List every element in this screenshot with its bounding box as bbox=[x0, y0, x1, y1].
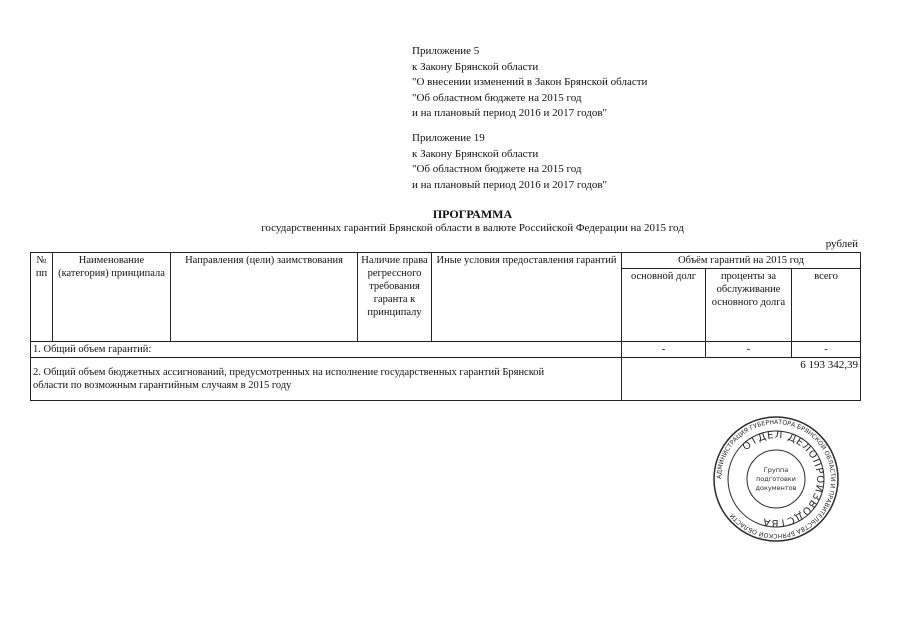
seal-center-line: подготовки bbox=[756, 475, 796, 483]
seal-outer-textpath: АДМИНИСТРАЦИЯ ГУБЕРНАТОРА БРЯНСКОЙ ОБЛАСТИ И ПРАВИТЕЛЬСТВА БРЯНСКОЙ ОБЛАСТИ bbox=[715, 418, 837, 540]
guarantees-table bbox=[30, 252, 861, 401]
row1-total: - bbox=[792, 342, 861, 358]
appendix-19-block bbox=[412, 131, 607, 193]
document-subtitle: государственных гарантий Брянской области в валюте Российской Федерации на 2015 год bbox=[261, 222, 684, 234]
row2-label: 2. Общий объем бюджетных ассигнований, предусмотренных на исполнение государственных гарантий Брянской области по возможным гарантийным случаям в 2015 году bbox=[31, 358, 622, 401]
seal-center-line: документов bbox=[755, 484, 797, 492]
header-other: Иные условия предоставления гарантий bbox=[432, 253, 622, 342]
appendix-line: "Об областном бюджете на 2015 год bbox=[412, 163, 582, 175]
seal-center-line: Группа bbox=[763, 466, 789, 474]
appendix-line: "О внесении изменений в Закон Брянской области bbox=[412, 76, 648, 88]
seal-inner-textpath: ОТДЕЛ ДЕЛОПРОИЗВОДСТВА bbox=[740, 429, 826, 529]
row1-interest: - bbox=[706, 342, 792, 358]
header-interest: проценты за обслуживание основного долга bbox=[706, 269, 792, 342]
units-label: рублей bbox=[825, 238, 858, 250]
row1-label: 1. Общий объем гарантий: bbox=[31, 342, 622, 358]
table-row bbox=[31, 358, 861, 401]
appendix-5-block bbox=[412, 44, 647, 122]
row2-total: 6 193 342,39 bbox=[622, 358, 861, 401]
table-row bbox=[31, 342, 861, 358]
appendix-line: к Закону Брянской области bbox=[412, 60, 539, 73]
header-principal: основной долг bbox=[622, 269, 706, 342]
header-regress: Наличие права регрессного требования гаранта к принципалу bbox=[358, 253, 432, 342]
header-row bbox=[31, 253, 861, 269]
header-name: Наименование (категория) принципала bbox=[53, 253, 171, 342]
header-volume: Объём гарантий на 2015 год bbox=[622, 253, 861, 269]
header-total: всего bbox=[792, 269, 861, 342]
appendix-line: и на плановый период 2016 и 2017 годов" bbox=[412, 178, 608, 191]
office-seal-stamp bbox=[712, 415, 840, 543]
row1-principal: - bbox=[622, 342, 706, 358]
document-title: ПРОГРАММА bbox=[432, 207, 513, 221]
appendix-line: и на плановый период 2016 и 2017 годов" bbox=[412, 107, 608, 119]
appendix-line: к Закону Брянской области bbox=[412, 147, 539, 160]
appendix-line: Приложение 19 bbox=[412, 132, 485, 144]
header-num: № пп bbox=[31, 253, 53, 342]
appendix-line: "Об областном бюджете на 2015 год bbox=[412, 91, 582, 104]
header-purpose: Направления (цели) заимствования bbox=[171, 253, 358, 342]
appendix-line: Приложение 5 bbox=[412, 45, 480, 57]
